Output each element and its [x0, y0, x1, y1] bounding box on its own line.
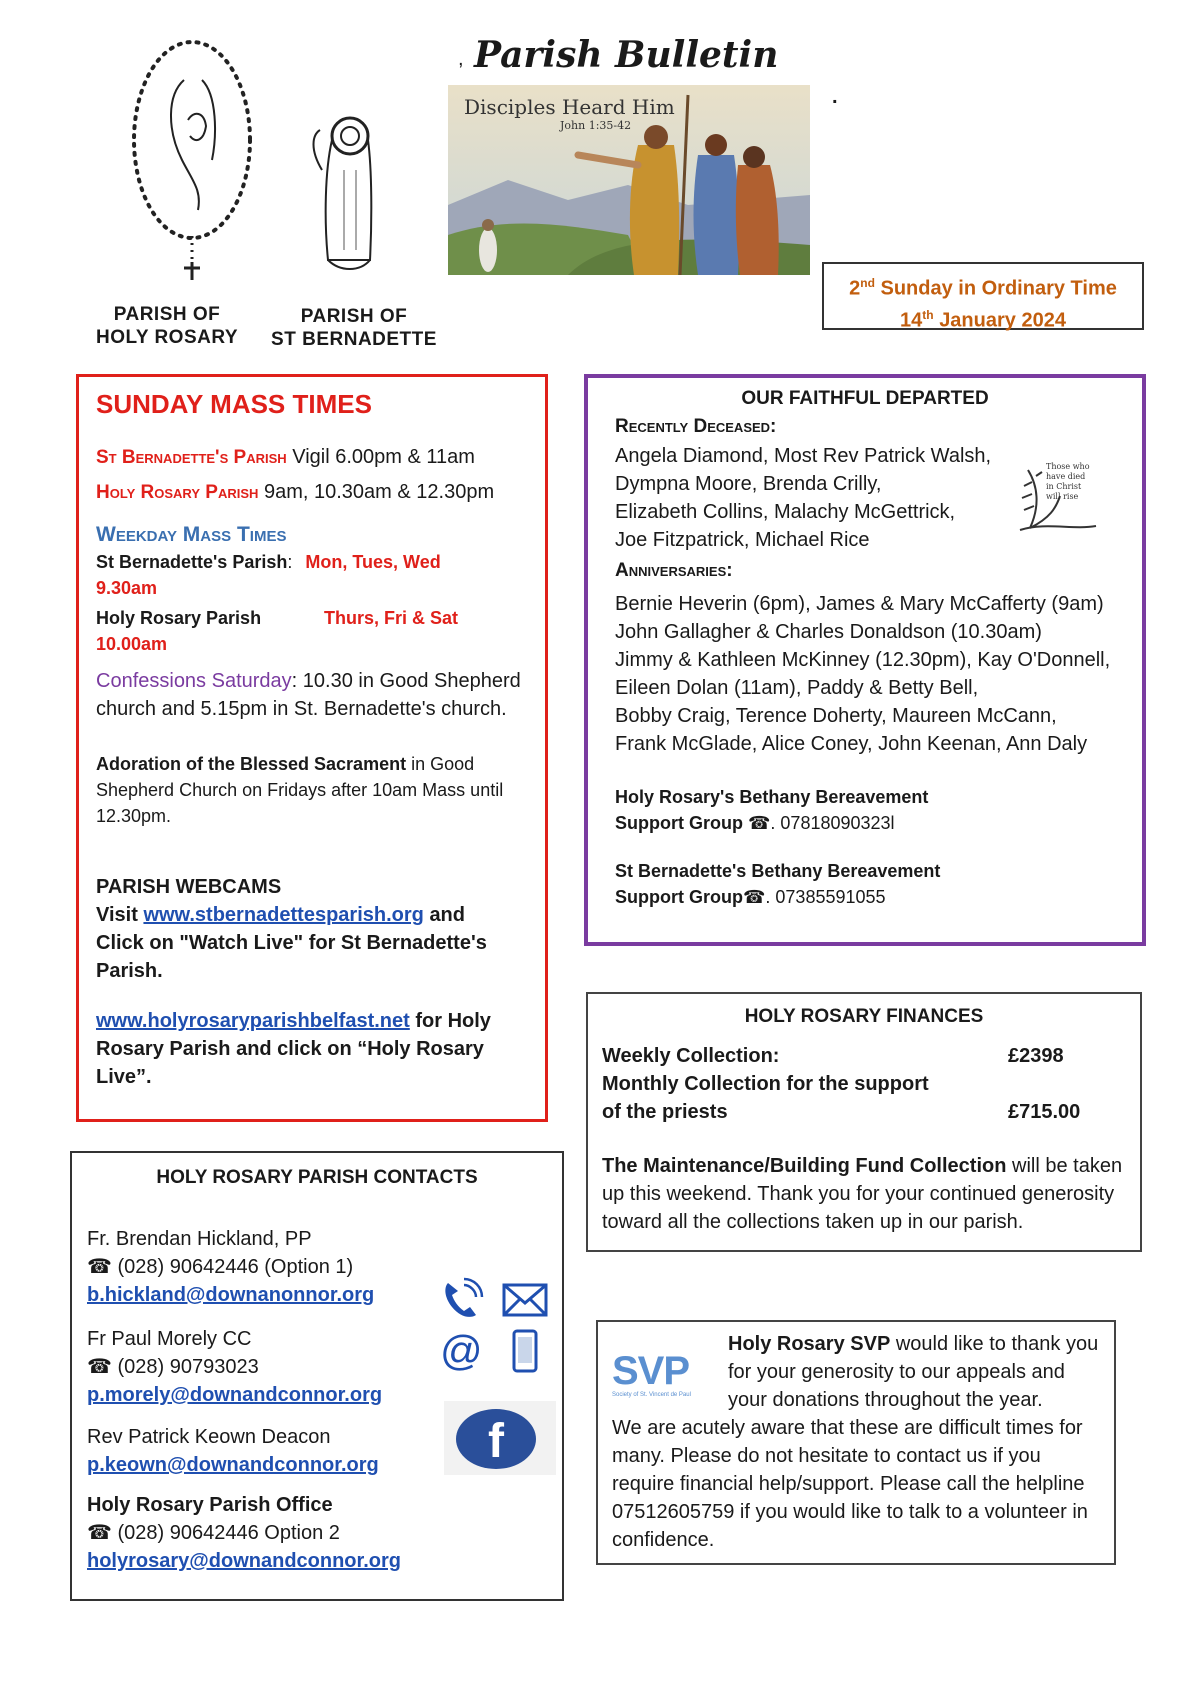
recent-list [615, 442, 1015, 554]
building-fund-text: The Maintenance/Building Fund Collection will be taken up this weekend. Thank you for your continued generosity toward all the collections taken up in our parish. [602, 1155, 1123, 1233]
recent-heading: Recently Deceased: [615, 416, 777, 437]
parish-label-st-bernadette: PARISH OF ST BERNADETTE [271, 306, 437, 350]
list-item: Jimmy & Kathleen McKinney (12.30pm), Kay O'Donnell, [615, 649, 1111, 671]
svp-text-full-width: We are acutely aware that these are difficult times for many. Please do not hesitate to contact us if you require financial help/support. Please call the helpline 07512605759 if you would like to talk to a volunteer in confidence. [612, 1417, 1088, 1551]
st-bernadette-illustration [300, 110, 390, 280]
weekday-hr-row: Holy Rosary Parish Thurs, Fri & Sat 10.00am [96, 608, 459, 654]
facebook-icon[interactable] [444, 1401, 556, 1475]
svg-text:f: f [488, 1415, 504, 1468]
confessions-text: Confessions Saturday: 10.30 in Good Shepherd church and 5.15pm in St. Bernadette's church. [96, 670, 521, 720]
list-item: Elizabeth Collins, Malachy McGettrick, [615, 501, 956, 523]
holy-rosary-website-link[interactable]: www.holyrosaryparishbelfast.net [96, 1010, 410, 1032]
pp-email-link[interactable]: b.hickland@downanonnor.org [87, 1284, 375, 1306]
cc-email-link[interactable]: p.morely@downandconnor.org [87, 1384, 383, 1406]
picture-caption: Disciples Heard Him [464, 95, 675, 119]
parish-label-holy-rosary: PARISH OF HOLY ROSARY [95, 304, 239, 348]
webcams-heading: PARISH WEBCAMS [96, 876, 282, 898]
mass-times-box [76, 374, 548, 1122]
phone-icon: ☎ [87, 1356, 112, 1378]
rosary-illustration [122, 40, 262, 280]
decorative-dot: . [832, 86, 838, 108]
st-bernadette-website-link[interactable]: www.stbernadettesparish.org [143, 904, 424, 926]
pp-contact: Fr. Brendan Hickland, PP ☎ (028) 90642446 (Option 1) b.hickland@downanonnor.org [87, 1228, 375, 1306]
weekly-collection-row: Weekly Collection: £2398 [602, 1042, 1122, 1070]
list-item: Dympna Moore, Brenda Crilly, [615, 473, 882, 495]
mass-times-heading: SUNDAY MASS TIMES [96, 389, 372, 419]
holy-rosary-sunday-row: Holy Rosary Parish 9am, 10.30am & 12.30pm [96, 481, 495, 503]
deacon-email-link[interactable]: p.keown@downandconnor.org [87, 1454, 379, 1476]
svp-logo: SVP Society of St. Vincent de Paul [612, 1349, 691, 1398]
mail-icon [502, 1283, 548, 1317]
phone-icon: ☎ [87, 1256, 112, 1278]
liturgical-date-box [822, 262, 1144, 330]
list-item: Joe Fitzpatrick, Michael Rice [615, 529, 870, 551]
title-prefix: , [458, 48, 464, 70]
departed-heading: OUR FAITHFUL DEPARTED [741, 388, 989, 409]
finances-heading: HOLY ROSARY FINANCES [744, 1006, 984, 1027]
weekday-heading: Weekday Mass Times [96, 523, 287, 546]
list-item: Eileen Dolan (11am), Paddy & Betty Bell, [615, 677, 979, 699]
webcams-section: PARISH WEBCAMS Visit www.stbernadettesparish.org and Click on "Watch Live" for St Bernadette's Parish. [96, 873, 536, 985]
phone-icon [440, 1277, 484, 1321]
weekly-value: £2398 [1008, 1045, 1064, 1067]
resurrection-emblem: Those who have died in Christ will rise [1016, 456, 1100, 536]
list-item: Frank McGlade, Alice Coney, John Keenan, Ann Daly [615, 733, 1088, 755]
bulletin-date: 14th January 2024 [900, 307, 1066, 332]
deacon-contact: Rev Patrick Keown Deacon p.keown@downandconnor.org [87, 1426, 379, 1476]
list-item: Bernie Heverin (6pm), James & Mary McCafferty (9am) [615, 593, 1104, 615]
sb-bereavement-group: St Bernadette's Bethany Bereavement Support Group☎. 07385591055 [615, 861, 941, 907]
list-item: Angela Diamond, Most Rev Patrick Walsh, [615, 445, 992, 467]
faithful-departed-box [584, 374, 1146, 946]
gospel-picture [448, 85, 810, 275]
sunday-title: 2nd Sunday in Ordinary Time [849, 276, 1117, 300]
monthly-collection-row: Monthly Collection for the support of the priests £715.00 [602, 1070, 1122, 1126]
mobile-icon [512, 1329, 538, 1373]
finances-box [586, 992, 1142, 1252]
phone-icon: ☎ [748, 813, 771, 833]
contacts-box [70, 1151, 564, 1601]
adoration-text: Adoration of the Blessed Sacrament in Good Shepherd Church on Fridays after 10am Mass until 12.30pm. [96, 754, 504, 826]
svp-box [596, 1320, 1116, 1565]
office-contact: Holy Rosary Parish Office ☎ (028) 90642446 Option 2 holyrosary@downandconnor.org [87, 1494, 401, 1572]
weekday-sb-row: St Bernadette's Parish: Mon, Tues, Wed 9.30am [96, 552, 441, 598]
picture-reference: John 1:35-42 [560, 119, 632, 132]
at-icon: @ [440, 1327, 483, 1374]
phone-icon: ☎ [742, 887, 766, 907]
st-bernadette-sunday-row: St Bernadette's Parish Vigil 6.00pm & 11am [96, 446, 475, 468]
hr-bereavement-group: Holy Rosary's Bethany Bereavement Support Group ☎. 07818090323l [615, 787, 929, 833]
cc-contact: Fr Paul Morely CC ☎ (028) 90793023 p.morely@downandconnor.org [87, 1328, 383, 1406]
office-email-link[interactable]: holyrosary@downandconnor.org [87, 1550, 401, 1572]
holy-rosary-webcam: www.holyrosaryparishbelfast.net for Holy Rosary Parish and click on “Holy Rosary Live”. [96, 1010, 491, 1088]
anniversaries-heading: Anniversaries: [615, 560, 733, 581]
anniversaries-list [615, 590, 1135, 758]
list-item: John Gallagher & Charles Donaldson (10.30am) [615, 621, 1042, 643]
contacts-heading: HOLY ROSARY PARISH CONTACTS [156, 1167, 478, 1188]
page-title: Parish Bulletin [474, 34, 779, 76]
monthly-value: £715.00 [1008, 1101, 1081, 1123]
list-item: Bobby Craig, Terence Doherty, Maureen McCann, [615, 705, 1057, 727]
phone-icon: ☎ [87, 1522, 112, 1544]
svp-text: Holy Rosary SVP would like to thank you for your generosity to our appeals and your donations throughout the year. [728, 1333, 1099, 1411]
